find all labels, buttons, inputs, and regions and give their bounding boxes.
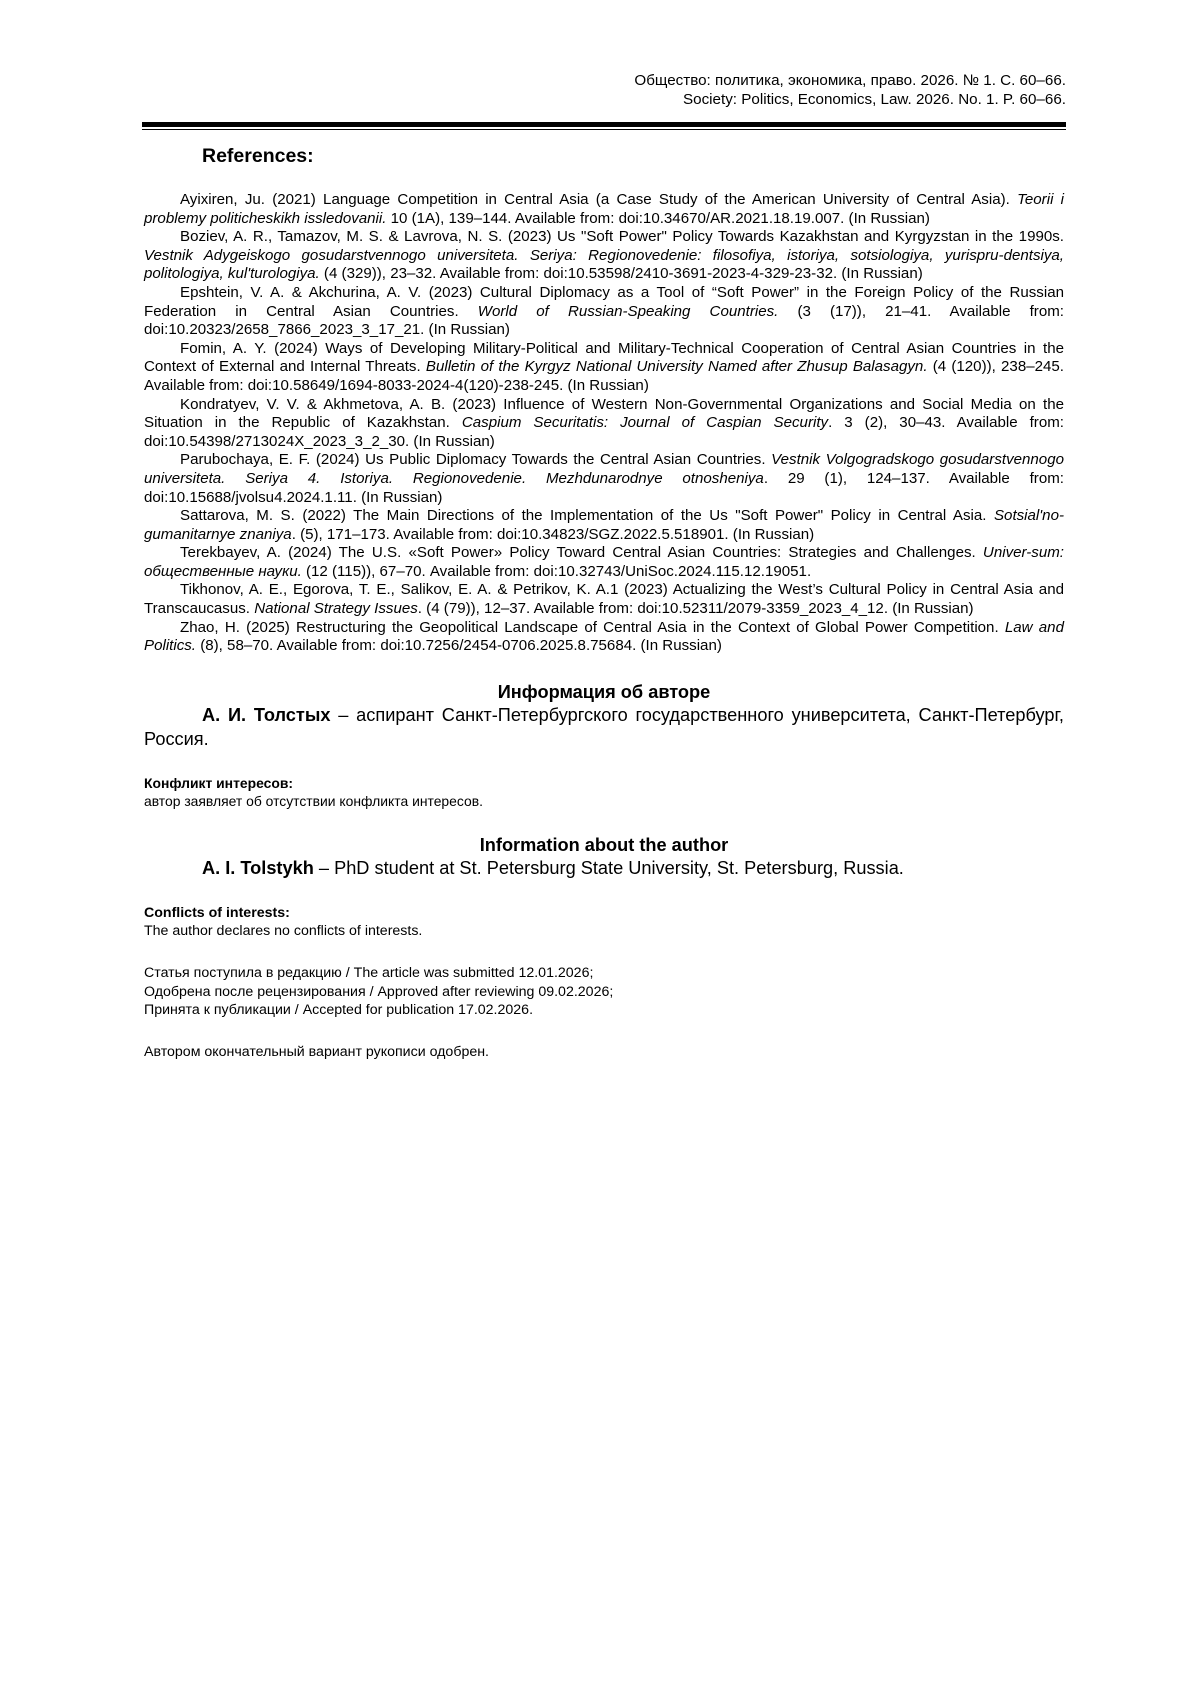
author-en-description: – PhD student at St. Petersburg State University, St. Petersburg, Russia. xyxy=(313,858,904,878)
references-heading: References: xyxy=(202,145,314,167)
reference-item: Parubochaya, E. F. (2024) Us Public Diplomacy Towards the Central Asian Countries. Vestnik Volgogradskogo gosudarstvennogo universiteta. Seriya 4. Istoriya. Regionovedenie. Mezhdunarodnye otnosheniya. 29 (1), 124–137. Available from: doi:10.15688/jvolsu4.2024.1.11. (In Russian) xyxy=(144,451,1064,506)
reference-source: Law and Politics. xyxy=(144,618,1064,655)
conflict-en-title: Conflicts of interests: xyxy=(144,905,290,921)
author-en-line xyxy=(144,856,1064,880)
reference-source: World of Russian-Speaking Countries. xyxy=(477,302,779,320)
reference-source: Vestnik Volgogradskogo gosudarstvennogo universiteta. Seriya 4. Istoriya. Regionovedenie. Mezhdunarodnye otnosheniya xyxy=(144,451,1064,487)
reference-item: Terekbayev, A. (2024) The U.S. «Soft Power» Policy Toward Central Asian Countries: Strategies and Challenges. Univer-sum: общественные науки. (12 (115)), 67–70. Available from: doi:10.32743/UniSoc.2024.115.12.19051. xyxy=(144,544,1064,580)
reference-source: Teorii i problemy politicheskikh issledovanii. xyxy=(144,191,1064,227)
running-head-en: Society: Politics, Economics, Law. 2026. No. 1. P. 60–66. xyxy=(683,91,1066,108)
conflict-of-interest-ru xyxy=(144,774,1064,810)
reference-item: Epshtein, V. A. & Akchurina, A. V. (2023) Cultural Diplomacy as a Tool of “Soft Power” in the Foreign Policy of the Russian Federation in Central Asian Countries. World of Russian-Speaking Countries. (3 (17)), 21–41. Available from: doi:10.20323/2658_7866_2023_3_17_21. (In Russian) xyxy=(144,283,1064,339)
author-info-en-title: Information about the author xyxy=(479,835,729,855)
author-info-ru-title: Информация об авторе xyxy=(497,682,711,702)
references-list xyxy=(144,191,1064,656)
reference-source: Bulletin of the Kyrgyz National University Named after Zhusup Balasagyn. xyxy=(425,358,928,376)
author-ru-line xyxy=(144,703,1064,751)
date-submitted: Статья поступила в редакцию / The article was submitted 12.01.2026; xyxy=(144,965,594,981)
reference-item: Sattarova, M. S. (2022) The Main Directions of the Implementation of the Us "Soft Power" Policy in Central Asia. Sotsial'no-gumanitarnye znaniya. (5), 171–173. Available from: doi:10.34823/SGZ.2022.5.518901. (In Russian) xyxy=(144,507,1064,543)
author-info-ru xyxy=(144,681,1064,751)
reference-item: Kondratyev, V. V. & Akhmetova, A. B. (2023) Influence of Western Non-Governmental Organizations and Social Media on the Situation in the Republic of Kazakhstan. Caspium Securitatis: Journal of Caspian Security. 3 (2), 30–43. Available from: doi:10.54398/2713024X_2023_3_2_30. (In Russian) xyxy=(144,395,1064,450)
reference-item: Tikhonov, A. E., Egorova, T. E., Salikov, E. A. & Petrikov, K. A.1 (2023) Actualizing the West’s Cultural Policy in Central Asia and Transcaucasus. National Strategy Issues. (4 (79)), 12–37. Available from: doi:10.52311/2079-3359_2023_4_12. (In Russian) xyxy=(144,581,1064,618)
reference-source: Caspium Securitatis: Journal of Caspian Security xyxy=(461,414,829,432)
running-head-ru: Общество: политика, экономика, право. 2026. № 1. С. 60–66. xyxy=(634,72,1066,89)
reference-source: Sotsial'no-gumanitarnye znaniya xyxy=(144,507,1064,543)
final-approval-note: Автором окончательный вариант рукописи одобрен. xyxy=(144,1044,490,1060)
header-rule-thin xyxy=(142,129,1066,130)
reference-source: Univer-sum: общественные науки. xyxy=(144,544,1064,580)
reference-item: Boziev, A. R., Tamazov, M. S. & Lavrova, N. S. (2023) Us "Soft Power" Policy Towards Kazakhstan and Kyrgyzstan in the 1990s. Vestnik Adygeiskogo gosudarstvennogo universiteta. Seriya: Regionovedenie: filosofiya, istoriya, sotsiologiya, yurispru-dentsiya, politologiya, kul'turologiya. (4 (329)), 23–32. Available from: doi:10.53598/2410-3691-2023-4-329-23-32. (In Russian) xyxy=(144,228,1064,283)
reference-item: Ayixiren, Ju. (2021) Language Competition in Central Asia (a Case Study of the American University of Central Asia). Teorii i problemy politicheskikh issledovanii. 10 (1A), 139–144. Available from: doi:10.34670/AR.2021.18.19.007. (In Russian) xyxy=(144,191,1064,227)
author-ru-description: – аспирант Санкт-Петербургского государственного университета, Санкт-Петербург, Россия. xyxy=(144,705,1064,749)
conflict-ru-title: Конфликт интересов: xyxy=(144,775,293,791)
reference-item: Zhao, H. (2025) Restructuring the Geopolitical Landscape of Central Asia in the Context of Global Power Competition. Law and Politics. (8), 58–70. Available from: doi:10.7256/2454-0706.2025.8.75684. (In Russian) xyxy=(144,618,1064,655)
reference-item: Fomin, A. Y. (2024) Ways of Developing Military-Political and Military-Technical Cooperation of Central Asian Countries in the Context of External and Internal Threats. Bulletin of the Kyrgyz National University Named after Zhusup Balasagyn. (4 (120)), 238–245. Available from: doi:10.58649/1694-8033-2024-4(120)-238-245. (In Russian) xyxy=(144,339,1064,394)
conflict-of-interest-en xyxy=(144,904,1064,940)
reference-source: Vestnik Adygeiskogo gosudarstvennogo universiteta. Seriya: Regionovedenie: filosofiya, istoriya, sotsiologiya, yurispru-dentsiya, politologiya, kul'turologiya. xyxy=(144,246,1064,283)
conflict-ru-text: автор заявляет об отсутствии конфликта интересов. xyxy=(144,793,483,809)
conflict-en-text: The author declares no conflicts of interests. xyxy=(144,923,423,939)
article-dates xyxy=(144,964,1064,1020)
author-en-name: A. I. Tolstykh xyxy=(202,858,314,878)
date-approved: Одобрена после рецензирования / Approved after reviewing 09.02.2026; xyxy=(144,983,614,1000)
author-ru-name: А. И. Толстых xyxy=(202,705,331,725)
reference-source: National Strategy Issues xyxy=(254,600,418,618)
date-accepted: Принята к публикации / Accepted for publication 17.02.2026. xyxy=(144,1002,534,1018)
header-rule-thick xyxy=(142,122,1066,127)
running-head xyxy=(634,71,1066,109)
author-info-en xyxy=(144,834,1064,880)
